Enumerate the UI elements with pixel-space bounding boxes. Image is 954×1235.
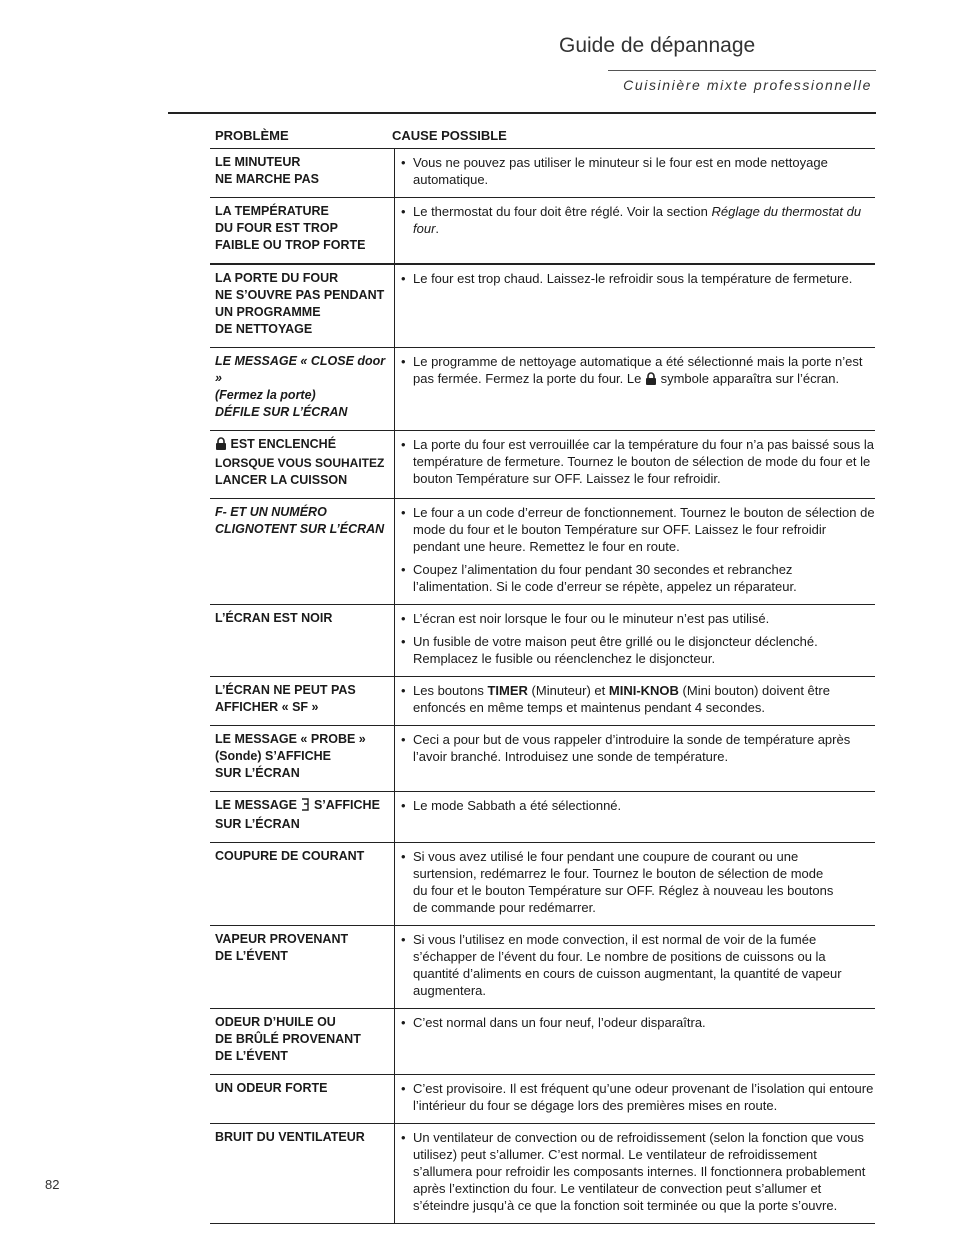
page-number: 82 <box>45 1177 60 1192</box>
cause-cell <box>395 792 876 843</box>
table-row <box>210 792 875 843</box>
problem-line: DE L’ÉVENT <box>215 1049 288 1063</box>
problem-cell <box>210 149 395 198</box>
problem-line: L’ÉCRAN EST NOIR <box>215 611 333 625</box>
cause-text-main: Le thermostat du four doit être réglé. Voir la section <box>413 204 708 219</box>
cause-cell <box>395 431 876 499</box>
problem-cell <box>210 348 395 431</box>
cause-text-a: Le programme de nettoyage automatique a été sélectionné mais la porte n’est pas fermée. Fermez la porte du four. Le <box>413 354 863 386</box>
col-header-cause: CAUSE POSSIBLE <box>392 128 507 143</box>
cause-text: Le four a un code d’erreur de fonctionnement. Tournez le bouton de sélection de mode du four et le bouton Température sur OFF. Laissez le four refroidir pendant une heure. Remettez le four en route. <box>413 505 875 554</box>
cause-cell <box>395 677 876 726</box>
cause-item: • Un ventilateur de convection ou de refroidissement (selon la fonction que vous utilisez) peut s’allumer. C’est normal. Le ventilateur de refroidissement s’allumera pour refroidir les composants internes. Il fonctionnera probablement après l’extinction du four. Le ventilateur de convection peut s’allumer et s’éteindre jusqu’à ce que la fonction soit terminée ou que la porte s’ouvre. <box>401 1129 875 1214</box>
problem-cell <box>210 843 395 926</box>
title-rule <box>608 70 876 71</box>
cause-text: Si vous l’utilisez en mode convection, il est normal de voir de la fumée s’échapper de l’évent du four. Le nombre de positions de cuissons ou la quantité d’aliments en cours de cuisson augmentant, la quantité de vapeur augmentera. <box>413 932 842 998</box>
problem-line: DÉFILE SUR L’ÉCRAN <box>215 405 348 419</box>
cause-cell <box>395 1009 876 1075</box>
problem-line: ODEUR D’HUILE OU <box>215 1015 336 1029</box>
table-row <box>210 677 875 726</box>
cause-text <box>413 682 875 716</box>
cause-text: L’écran est noir lorsque le four ou le minuteur n’est pas utilisé. <box>413 611 770 626</box>
cause-text: C’est provisoire. Il est fréquent qu’une odeur provenant de l’isolation qui entoure l’intérieur du four se dégage lors des premières mises en route. <box>413 1081 874 1113</box>
cause-item: • C’est provisoire. Il est fréquent qu’une odeur provenant de l’isolation qui entoure l’intérieur du four se dégage lors des premières mises en route. <box>401 1081 874 1113</box>
cause-text-mid: (Minuteur) et <box>531 683 606 698</box>
problem-cell <box>210 677 395 726</box>
problem-cell <box>210 1009 395 1075</box>
cause-text: Coupez l’alimentation du four pendant 30 secondes et rebranchez l’alimentation. Si le code d’erreur se répète, appelez un réparateur. <box>413 562 797 594</box>
problem-line: FAIBLE OU TROP FORTE <box>215 238 366 252</box>
problem-cell <box>210 605 395 677</box>
cause-cell <box>395 149 876 198</box>
problem-cell <box>210 792 395 843</box>
problem-cell <box>210 431 395 499</box>
table-row <box>210 149 875 198</box>
problem-line: SUR L’ÉCRAN <box>215 817 300 831</box>
cause-cell <box>395 198 876 265</box>
cause-cell <box>395 1075 876 1124</box>
cause-item: • C’est normal dans un four neuf, l’odeur disparaîtra. <box>401 1015 706 1030</box>
problem-line: LE MESSAGE « CLOSE door » <box>215 354 386 385</box>
troubleshooting-table <box>210 148 875 1224</box>
cause-item: • Coupez l’alimentation du four pendant 30 secondes et rebranchez l’alimentation. Si le code d’erreur se répète, appelez un réparateur. <box>401 561 875 595</box>
problem-text: EST ENCLENCHÉ <box>230 437 337 451</box>
problem-text: LE MESSAGE <box>215 798 297 812</box>
problem-line: BRUIT DU VENTILATEUR <box>215 1130 365 1144</box>
problem-line: F- ET UN NUMÉRO <box>215 505 327 519</box>
problem-line: (Sonde) S’AFFICHE <box>215 749 331 763</box>
header-rule <box>168 112 876 114</box>
table-row <box>210 264 875 348</box>
cause-text: C’est normal dans un four neuf, l’odeur disparaîtra. <box>413 1015 706 1030</box>
lock-icon <box>645 372 657 389</box>
cause-text-b: symbole apparaîtra sur l’écran. <box>660 371 840 386</box>
problem-cell <box>210 926 395 1009</box>
cause-item: • Le programme de nettoyage automatique a été sélectionné mais la porte n’est pas fermée. Fermez la porte du four. Le symbole apparaîtra sur l’écran. <box>401 353 875 389</box>
table-row <box>210 1075 875 1124</box>
problem-line <box>215 797 390 816</box>
cause-cell <box>395 926 876 1009</box>
problem-text: S’AFFICHE <box>313 798 380 812</box>
cause-text: Ceci a pour but de vous rappeler d’introduire la sonde de température après l’avoir branché. Introduisez une sonde de température. <box>413 732 851 764</box>
problem-line: DE BRÛLÉ PROVENANT <box>215 1032 361 1046</box>
cause-cell <box>395 726 876 792</box>
problem-cell <box>210 264 395 348</box>
cause-cell <box>395 348 876 431</box>
table-row <box>210 1124 875 1224</box>
problem-line: UN PROGRAMME <box>215 305 321 319</box>
problem-line: LA PORTE DU FOUR <box>215 271 339 285</box>
cause-cell <box>395 843 876 926</box>
problem-line <box>215 436 390 455</box>
table-row <box>210 348 875 431</box>
cause-item: • L’écran est noir lorsque le four ou le minuteur n’est pas utilisé. <box>401 611 770 626</box>
cause-text: La porte du four est verrouillée car la température du four n’a pas baissé sous la température de fermeture. Tournez le bouton de sélection de mode du four et le bouton Température sur OFF. Laissez le four refroidir. <box>413 437 875 486</box>
cause-text-post: (Mini bouton) doivent être enfoncés en même temps et maintenus pendant 4 secondes. <box>413 683 830 715</box>
table-row <box>210 1009 875 1075</box>
cause-item: • Si vous avez utilisé le four pendant une coupure de courant ou une surtension, redémarrez le four. Tournez le bouton de sélection de mode du four et le bouton Température sur OFF. Réglez à nouveau les boutons de commande pour redémarrer. <box>401 848 875 916</box>
cause-text: Un fusible de votre maison peut être grillé ou le disjoncteur déclenché. Remplacez le fusible ou réenclenchez le disjoncteur. <box>413 634 818 666</box>
problem-line: NE MARCHE PAS <box>215 172 319 186</box>
problem-cell <box>210 1124 395 1224</box>
problem-line: LORSQUE VOUS SOUHAITEZ <box>215 456 385 470</box>
page-title: Guide de dépannage <box>559 34 756 57</box>
table-row <box>210 431 875 499</box>
col-header-problem: PROBLÈME <box>215 128 289 143</box>
cause-item: • Si vous l’utilisez en mode convection, il est normal de voir de la fumée s’échapper de l’évent du four. Le nombre de positions de cuissons ou la quantité d’aliments en cours de cuisson augmentant, la quantité de vapeur augmentera. <box>401 931 875 999</box>
problem-line: VAPEUR PROVENANT <box>215 932 349 946</box>
cause-cell <box>395 264 876 348</box>
cause-item: • Le four a un code d’erreur de fonctionnement. Tournez le bouton de sélection de mode du four et le bouton Température sur OFF. Laissez le four refroidir pendant une heure. Remettez le four en route. <box>401 505 875 554</box>
problem-line: CLIGNOTENT SUR L’ÉCRAN <box>215 522 385 536</box>
problem-line: L’ÉCRAN NE PEUT PAS <box>215 683 356 697</box>
problem-line: DE L’ÉVENT <box>215 949 288 963</box>
cause-item: • Le thermostat du four doit être réglé. Voir la section Réglage du thermostat du four. <box>401 203 875 237</box>
problem-cell <box>210 726 395 792</box>
lock-icon <box>215 437 227 455</box>
cause-text: Le mode Sabbath a été sélectionné. <box>413 798 622 813</box>
table-row <box>210 726 875 792</box>
cause-text-italic: Réglage du thermostat du four <box>413 204 862 236</box>
cause-text-bold: TIMER <box>487 683 528 698</box>
problem-line: NE S’OUVRE PAS PENDANT <box>215 288 385 302</box>
cause-text-end: . <box>435 221 440 236</box>
problem-line: LA TEMPÉRATURE <box>215 204 329 218</box>
problem-cell <box>210 198 395 265</box>
problem-line: LE MESSAGE « PROBE » <box>215 732 366 746</box>
problem-line: LE MINUTEUR <box>215 155 301 169</box>
problem-line: LANCER LA CUISSON <box>215 473 348 487</box>
cause-text-bold: MINI-KNOB <box>608 683 679 698</box>
cause-text: Vous ne pouvez pas utiliser le minuteur si le four est en mode nettoyage automatique. <box>413 155 828 187</box>
problem-line: UN ODEUR FORTE <box>215 1081 328 1095</box>
cause-cell <box>395 1124 876 1224</box>
table-row <box>210 605 875 677</box>
cause-item: • Ceci a pour but de vous rappeler d’introduire la sonde de température après l’avoir branché. Introduisez une sonde de température. <box>401 731 875 765</box>
cause-item: • Les boutons TIMER (Minuteur) et MINI-KNOB (Mini bouton) doivent être enfoncés en même temps et maintenus pendant 4 secondes. <box>401 682 875 716</box>
problem-line: SUR L’ÉCRAN <box>215 766 300 780</box>
cause-cell <box>395 605 876 677</box>
cause-item: • Le mode Sabbath a été sélectionné. <box>401 798 622 813</box>
table-row <box>210 843 875 926</box>
cause-text: Si vous avez utilisé le four pendant une coupure de courant ou une surtension, redémarrez le four. Tournez le bouton de sélection de mode du four et le bouton Température sur OFF. Réglez à nouveau les boutons de commande pour redémarrer. <box>413 849 834 915</box>
problem-line: (Fermez la porte) <box>215 388 316 402</box>
cause-text-pre: Les boutons <box>413 683 484 698</box>
problem-cell <box>210 1075 395 1124</box>
table-row <box>210 499 875 605</box>
sabbath-icon <box>300 798 310 816</box>
cause-text: Un ventilateur de convection ou de refroidissement (selon la fonction que vous utilisez) peut s’allumer. C’est normal. Le ventilateur de refroidissement s’allumera pour refroidir les composants internes. Il fonctionnera probablement après l’extinction du four. Le ventilateur de convection peut s’allumer et s’éteindre jusqu’à ce que la fonction soit terminée ou que la porte s’ouvre. <box>413 1130 866 1213</box>
problem-line: COUPURE DE COURANT <box>215 849 365 863</box>
cause-text: Le four est trop chaud. Laissez-le refroidir sous la température de fermeture. <box>413 271 853 286</box>
problem-line: DU FOUR EST TROP <box>215 221 338 235</box>
cause-item: • Un fusible de votre maison peut être grillé ou le disjoncteur déclenché. Remplacez le fusible ou réenclenchez le disjoncteur. <box>401 633 875 667</box>
problem-cell <box>210 499 395 605</box>
cause-item: • La porte du four est verrouillée car la température du four n’a pas baissé sous la température de fermeture. Tournez le bouton de sélection de mode du four et le bouton Température sur OFF. Laissez le four refroidir. <box>401 437 875 486</box>
cause-item: • Vous ne pouvez pas utiliser le minuteur si le four est en mode nettoyage automatique. <box>401 154 875 188</box>
table-row <box>210 926 875 1009</box>
cause-text <box>413 353 875 389</box>
problem-line: AFFICHER « SF » <box>215 700 319 714</box>
page-subtitle: Cuisinière mixte professionnelle <box>623 77 872 93</box>
cause-cell <box>395 499 876 605</box>
cause-item: • Le four est trop chaud. Laissez-le refroidir sous la température de fermeture. <box>401 271 853 286</box>
cause-text <box>413 203 875 237</box>
problem-line: DE NETTOYAGE <box>215 322 313 336</box>
table-row <box>210 198 875 265</box>
